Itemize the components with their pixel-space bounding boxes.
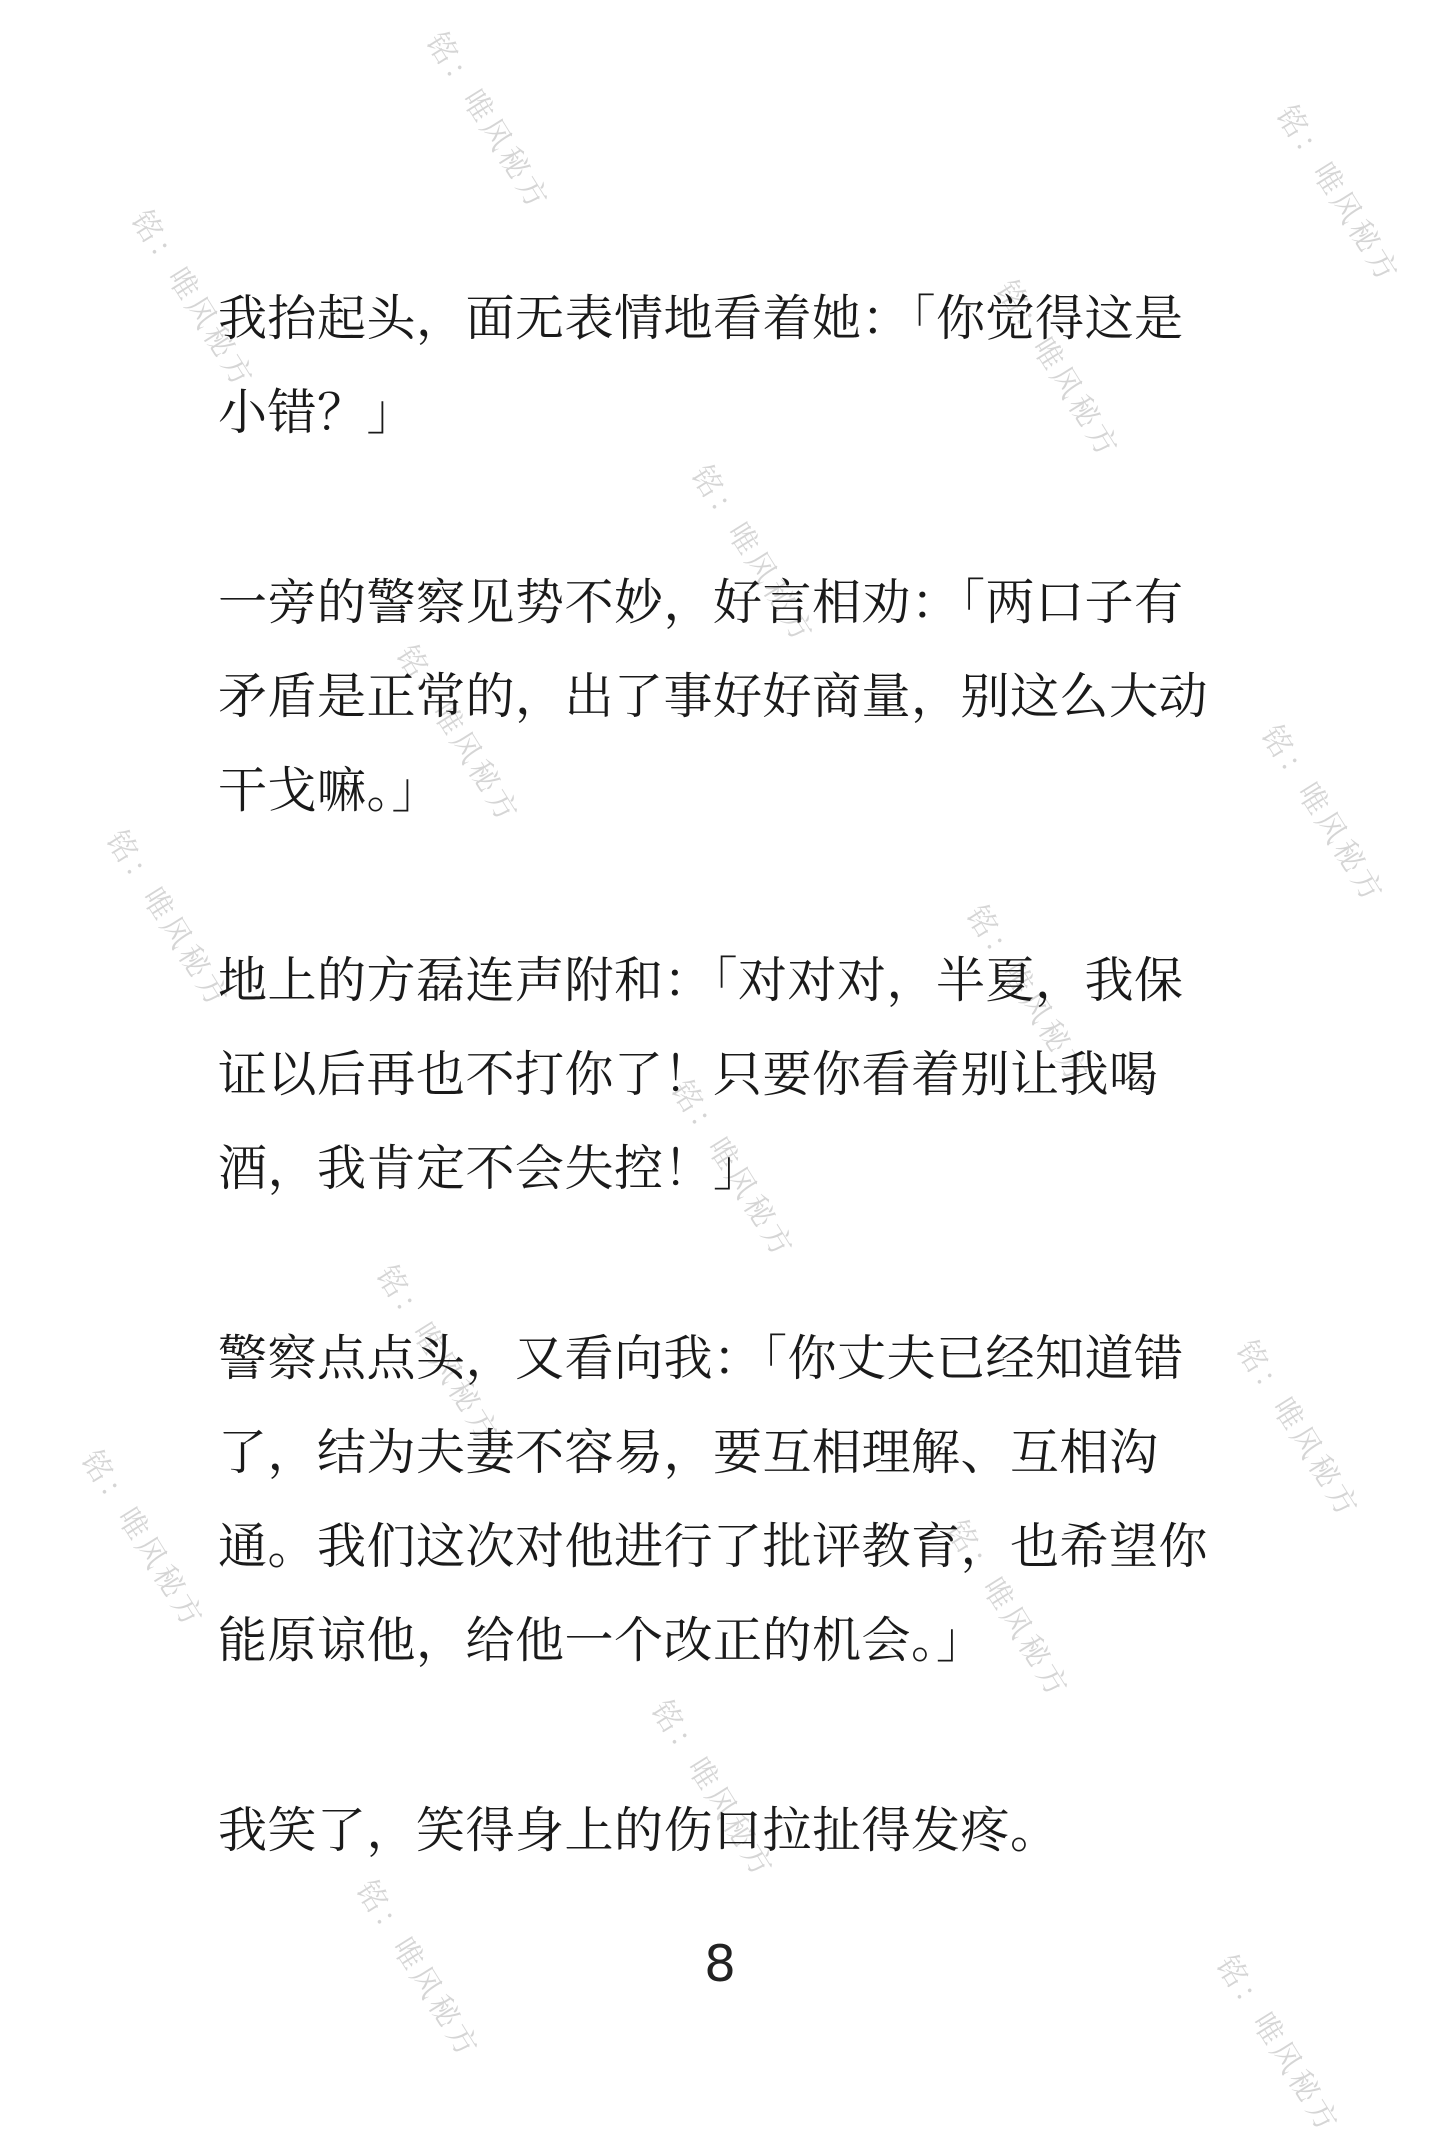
paragraph: 一旁的警察见势不妙，好言相劝：「两口子有矛盾是正常的，出了事好好商量，别这么大动干戈嘛。」 [218, 574, 1209, 819]
paragraph: 我抬起头，面无表情地看着她：「你觉得这是小错？」 [218, 290, 1184, 441]
watermark: 铭：唯风秘方 [348, 1874, 487, 2066]
watermark: 铭：唯风秘方 [418, 26, 557, 218]
watermark: 铭：唯风秘方 [73, 1444, 212, 1636]
watermark: 铭：唯风秘方 [388, 639, 527, 831]
watermark: 铭：唯风秘方 [683, 459, 822, 651]
body-text [218, 272, 1228, 1878]
watermark: 铭：唯风秘方 [643, 1694, 782, 1886]
page-number: 8 [704, 1935, 736, 1993]
paragraph: 地上的方磊连声附和：「对对对，半夏，我保证以后再也不打你了！只要你看着别让我喝酒，我肯定不会失控！」 [218, 952, 1184, 1197]
watermark: 铭：唯风秘方 [1208, 1949, 1347, 2141]
watermark: 铭：唯风秘方 [988, 274, 1127, 466]
watermark: 铭：唯风秘方 [938, 1514, 1077, 1706]
watermark: 铭：唯风秘方 [663, 1074, 802, 1266]
watermark: 铭：唯风秘方 [123, 204, 262, 396]
watermark: 铭：唯风秘方 [1253, 719, 1392, 911]
watermark: 铭：唯风秘方 [958, 899, 1097, 1091]
watermark: 铭：唯风秘方 [1228, 1334, 1367, 1526]
paragraph: 警察点点头，又看向我：「你丈夫已经知道错了，结为夫妻不容易，要互相理解、互相沟通。我们这次对他进行了批评教育，也希望你能原谅他，给他一个改正的机会。」 [218, 1330, 1209, 1669]
paragraph: 我笑了，笑得身上的伤口拉扯得发疼。 [218, 1802, 1060, 1859]
watermark: 铭：唯风秘方 [98, 824, 237, 1016]
watermark: 铭：唯风秘方 [1268, 99, 1407, 291]
watermark: 铭：唯风秘方 [368, 1259, 507, 1451]
